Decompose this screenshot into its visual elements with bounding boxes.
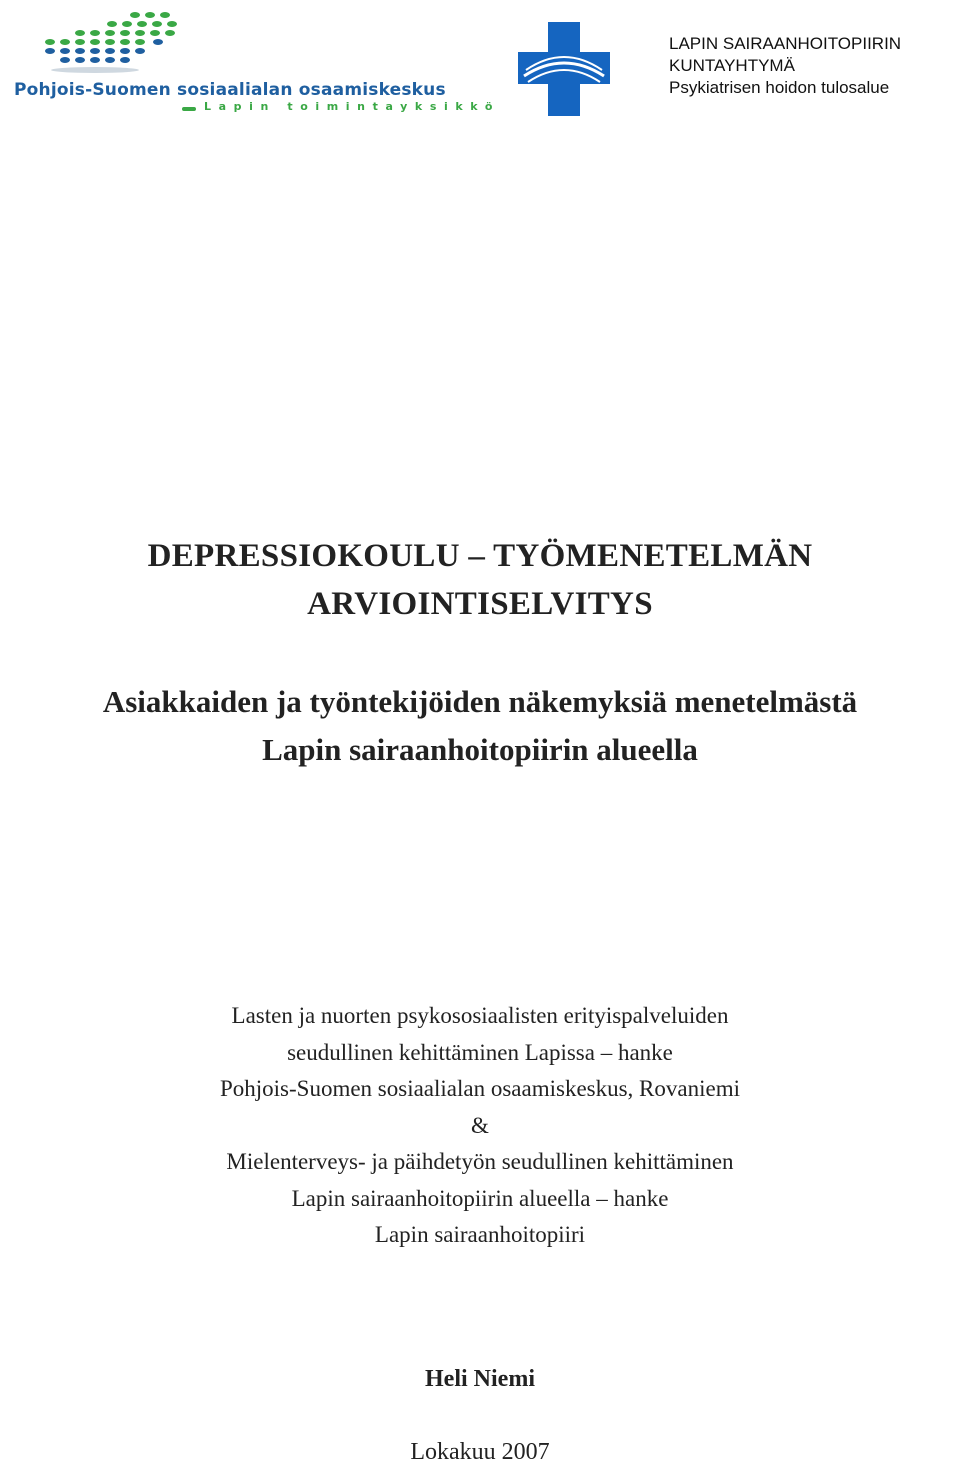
project-line-5: Mielenterveys- ja päihdetyön seudullinen kehittäminen [226, 1149, 734, 1174]
project-line-4: & [471, 1112, 489, 1138]
subtitle-line-2: Lapin sairaanhoitopiirin alueella [262, 732, 698, 767]
header-line-1: LAPIN SAIRAANHOITOPIIRIN [669, 34, 902, 53]
document-subtitle [0, 678, 960, 774]
header-line-3: Psykiatrisen hoidon tulosalue [669, 78, 890, 97]
header [0, 0, 960, 130]
organization-unit: Lapin toimintayksikkö [204, 100, 501, 113]
project-info [0, 998, 960, 1254]
hospital-cross-icon [518, 22, 610, 116]
organization-sub-bar [182, 107, 196, 111]
organization-header-text [669, 33, 901, 99]
project-line-7: Lapin sairaanhoitopiiri [374, 1222, 586, 1247]
organization-logo [10, 4, 505, 122]
title-line-2: ARVIOINTISELVITYS [307, 586, 653, 622]
project-line-1: Lasten ja nuorten psykososiaalisten erityispalveluiden [231, 1003, 729, 1028]
project-line-6: Lapin sairaanhoitopiirin alueella – hanke [291, 1185, 669, 1211]
title-line-1: DEPRESSIOKOULU – TYÖMENETELMÄN [147, 538, 813, 574]
header-line-2: KUNTAYHTYMÄ [669, 56, 795, 75]
project-line-2: seudullinen kehittäminen Lapissa – hanke [287, 1039, 673, 1065]
document-title [0, 532, 960, 628]
publication-date: Lokakuu 2007 [410, 1439, 550, 1465]
subtitle-line-1: Asiakkaiden ja työntekijöiden näkemyksiä menetelmästä [102, 684, 858, 719]
organization-name: Pohjois-Suomen sosiaalialan osaamiskeskus [14, 80, 446, 100]
author-name: Heli Niemi [425, 1366, 535, 1392]
dots-logo-icon [40, 10, 190, 76]
project-line-3: Pohjois-Suomen sosiaalialan osaamiskeskus, Rovaniemi [219, 1076, 740, 1101]
